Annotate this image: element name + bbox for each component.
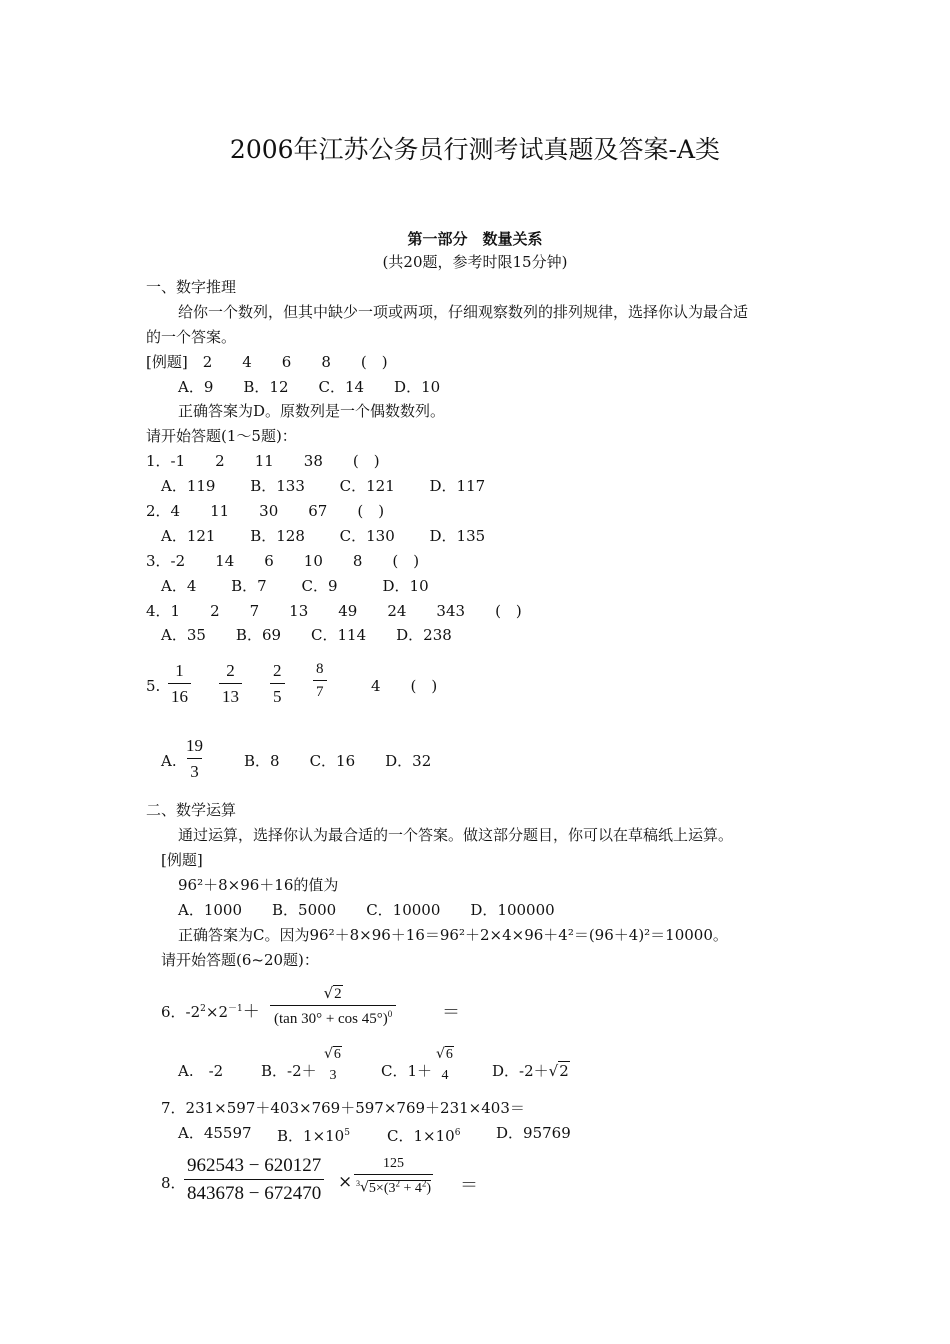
section2-example-options: A．1000 B．5000 C．10000 D．100000: [178, 901, 555, 919]
question-6-prefix: 6．$-2^2\times 2^{-1}+$: [161, 1002, 260, 1022]
page-title: 2006年江苏公务员行测考试真题及答案-A类: [229, 135, 721, 164]
question-8-equals: ＝: [460, 1175, 478, 1196]
section1-start: 请开始答题(1～5题)：: [146, 427, 297, 445]
question-6-option-b-label: B．-2＋: [261, 1062, 317, 1080]
question-5-option-a-label: A.: [161, 752, 177, 770]
question-5-fraction-2: $\frac{2}{13}$: [219, 661, 242, 707]
question-8-times: ×: [338, 1172, 353, 1192]
section1-example-answer: 正确答案为D。原数列是一个偶数数列。: [178, 402, 446, 420]
question-8-fraction-1: $\frac{962543 - 620127}{843678 - 672470}$: [184, 1155, 324, 1205]
section1-example: [例题] 2 4 6 8 ( ): [146, 353, 388, 371]
question-7: 7．231×597＋403×769＋597×769＋231×403＝: [161, 1099, 525, 1117]
question-2-options: A．121 B．128 C．130 D．135: [161, 527, 486, 545]
section2-example-question: 96²＋8×96＋16的值为: [178, 876, 339, 894]
question-8-fraction-2: $\frac{125}{^3√5\times(3^2 + 4^2)}$: [356, 1156, 432, 1196]
section2-example-answer: 正确答案为C。因为96²＋8×96＋16＝96²＋2×4×96＋4²＝(96＋4)²＝10000。: [178, 926, 728, 944]
question-6-option-d: D．-2＋√2: [492, 1062, 569, 1080]
question-8-number: 8．: [161, 1174, 186, 1192]
question-5-number: 5.: [146, 677, 161, 695]
section1-intro-line2: 的一个答案。: [146, 328, 237, 346]
question-6-option-b-fraction: √6 3: [324, 1046, 341, 1083]
question-4: 4．1 2 7 13 49 24 343 ( ): [146, 602, 522, 620]
question-5-fraction-3: $\frac{2}{5}$: [270, 661, 285, 707]
section2-start: 请开始答题(6~20题)：: [161, 951, 319, 969]
question-6-option-a: A. -2: [178, 1062, 224, 1080]
question-4-options: A．35 B．69 C．114 D．238: [161, 626, 452, 644]
question-7-option-a: A．45597: [178, 1124, 252, 1142]
question-5-fraction-4: $\frac{8}{7}$: [313, 661, 327, 701]
question-5-option-a-fraction: $\frac{19}{3}$: [186, 736, 203, 781]
question-5-rest: 4 ( ): [371, 677, 438, 695]
question-5-options-rest: B．8 C．16 D．32: [244, 752, 432, 770]
section2-heading: 二、数学运算: [146, 801, 237, 819]
question-3-options: A．4 B．7 C．9 D．10: [161, 577, 429, 595]
section1-heading: 一、数字推理: [146, 278, 237, 296]
question-1-options: A．119 B．133 C．121 D．117: [161, 477, 486, 495]
part-subheading: (共20题，参考时限15分钟): [382, 253, 568, 271]
section2-intro: 通过运算，选择你认为最合适的一个答案。做这部分题目，你可以在草稿纸上运算。: [178, 826, 734, 844]
section2-example: [例题]: [161, 851, 203, 869]
question-5-fraction-1: $\frac{1}{16}$: [168, 661, 191, 707]
question-6-equals: ＝: [442, 1002, 460, 1023]
question-6-option-c-fraction: √6 4: [436, 1046, 453, 1083]
question-6-option-c-label: C．1＋: [381, 1062, 433, 1080]
section1-intro-line1: 给你一个数列，但其中缺少一项或两项，仔细观察数列的排列规律，选择你认为最合适: [178, 303, 749, 321]
question-2: 2．4 11 30 67 ( ): [146, 502, 385, 520]
question-3: 3．-2 14 6 10 8 ( ): [146, 552, 420, 570]
part-heading: 第一部分 数量关系: [407, 230, 543, 248]
question-7-option-d: D．95769: [496, 1124, 571, 1142]
question-7-option-b: B．$1\times 10^5$: [277, 1127, 350, 1145]
question-1: 1．-1 2 11 38 ( ): [146, 452, 380, 470]
question-6-fraction: $\frac{√2}{(\tan 30^\circ + \cos 45^\circ)^0}$: [270, 984, 396, 1028]
question-7-option-c: C．$1\times 10^6$: [387, 1127, 461, 1145]
section1-example-options: A．9 B．12 C．14 D．10: [178, 378, 441, 396]
